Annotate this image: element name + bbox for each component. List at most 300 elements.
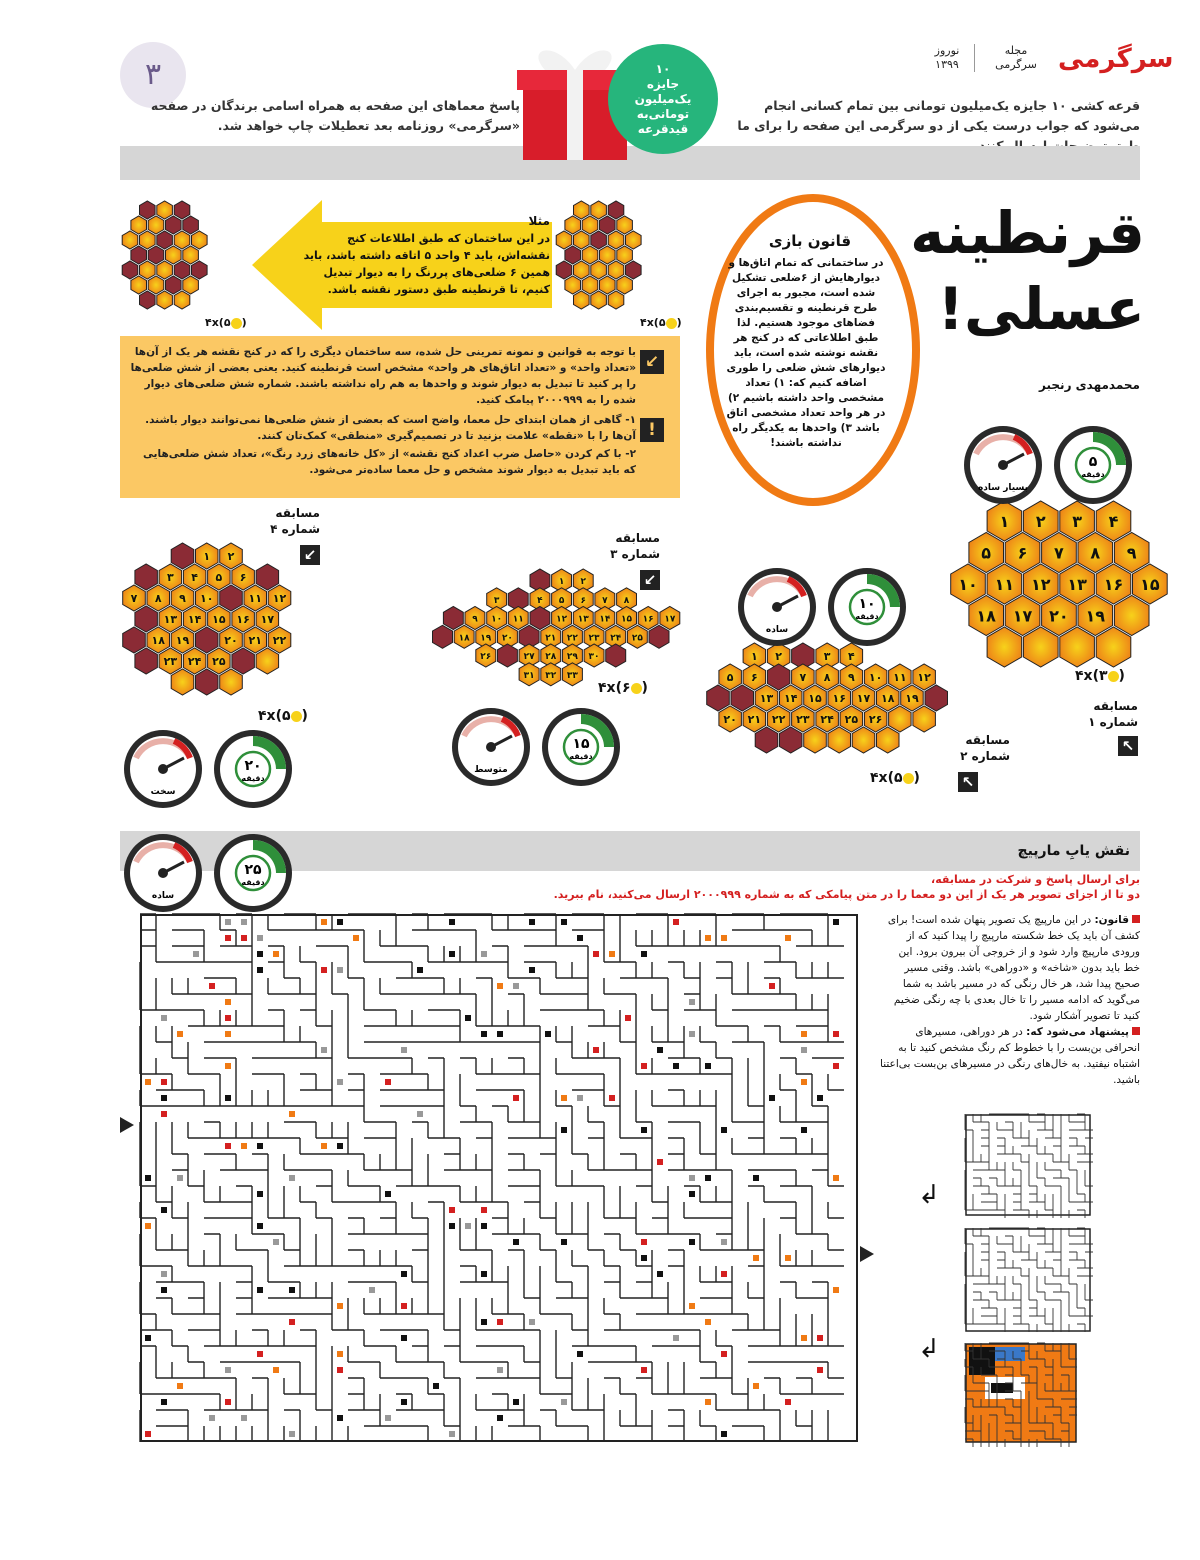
maze-dot — [657, 1047, 663, 1053]
maze-dot — [481, 1223, 487, 1229]
hex-number: ۳۳ — [566, 670, 578, 681]
maze-dot — [257, 951, 263, 957]
wall-hex — [767, 664, 790, 690]
hex-number: ۸ — [823, 670, 831, 684]
room-hex — [174, 291, 190, 309]
difficulty-gauge-1 — [962, 424, 1044, 506]
timer-unit: دقیقه — [241, 774, 265, 783]
hex-number: ۲۶ — [868, 712, 883, 726]
hex-number: ۵ — [558, 595, 565, 606]
example-text — [300, 213, 550, 298]
room-hex — [1023, 627, 1058, 667]
room-hex — [608, 231, 624, 249]
hex-number: ۹ — [472, 614, 478, 625]
room-hex — [148, 276, 164, 294]
maze-dot — [289, 1175, 295, 1181]
maze-dot — [481, 1031, 487, 1037]
maze-dot — [385, 1191, 391, 1197]
formula-3: ۴x(۶ ) — [598, 680, 648, 696]
wall-hex — [148, 246, 164, 264]
hex-number: ۲۰ — [1049, 606, 1069, 626]
room-hex — [913, 706, 936, 732]
board-4 — [118, 540, 318, 730]
room-hex — [626, 231, 642, 249]
hex-number: ۸ — [623, 595, 630, 606]
wall-hex — [256, 564, 279, 590]
wall-hex — [140, 201, 156, 219]
maze-dot — [657, 1159, 663, 1165]
maze-example-1 — [965, 1114, 1091, 1216]
hex-number: ۱۱ — [893, 670, 907, 684]
room-hex — [140, 261, 156, 279]
board-1 — [945, 498, 1160, 693]
hex-number: ۱۱ — [994, 574, 1015, 594]
maze — [140, 914, 858, 1442]
wall-hex — [196, 627, 219, 653]
hex-number: ۹ — [1126, 543, 1137, 563]
hex-number: ۴ — [848, 649, 855, 663]
hex-number: ۱۰ — [868, 670, 883, 684]
arrow-icon: ↖ — [958, 772, 978, 792]
room-hex — [131, 276, 147, 294]
maze-dot — [337, 967, 343, 973]
maze-dot — [753, 1175, 759, 1181]
maze-dot — [289, 1111, 295, 1117]
difficulty-label: بسیار ساده — [977, 483, 1029, 493]
timer-gauge-2 — [826, 566, 908, 648]
maze-dot — [193, 951, 199, 957]
room-hex — [183, 246, 199, 264]
room-hex — [148, 216, 164, 234]
room-hex — [852, 727, 875, 753]
hex-number: ۸ — [1090, 543, 1101, 563]
bullet-icon — [1132, 1027, 1140, 1035]
maze-dot — [401, 1271, 407, 1277]
maze-dot — [673, 919, 679, 925]
room-hex — [556, 231, 572, 249]
maze-dot — [449, 1207, 455, 1213]
maze-dot — [465, 1223, 471, 1229]
room-hex — [574, 201, 590, 219]
difficulty-gauge-3 — [450, 706, 532, 788]
hex-number: ۱۴ — [784, 691, 798, 705]
hex-number: ۲ — [1035, 511, 1046, 531]
competition-1-label: مسابقه شماره ۱ — [1088, 699, 1138, 729]
hex-number: ۱ — [558, 577, 565, 587]
maze-dot — [337, 1415, 343, 1421]
room-hex — [617, 276, 633, 294]
maze-dot — [593, 1047, 599, 1053]
maze-dot — [273, 1239, 279, 1245]
hex-number: ۱۶ — [642, 614, 654, 625]
hex-number: ۱۹ — [905, 691, 919, 705]
room-hex — [617, 246, 633, 264]
hex-number: ۲۴ — [187, 654, 202, 668]
example-title: مثلا — [528, 214, 550, 228]
hex-number: ۲۰ — [501, 633, 513, 644]
maze-dot — [833, 1175, 839, 1181]
room-hex — [828, 727, 851, 753]
timer-gauge-maze — [212, 832, 294, 914]
hex-number: ۲۱ — [747, 712, 762, 726]
maze-dot — [449, 951, 455, 957]
room-hex — [608, 291, 624, 309]
maze-tip: در هر دوراهی، مسیرهای انحرافی بن‌بست را با خطوط کم رنگ مشخص کنید تا به اشتباه نیفتید. به خال‌های رنگی در مسیرهای بن‌بست بی‌اعتنا باشید. — [880, 1026, 1140, 1086]
hex-number: ۲۳ — [588, 633, 600, 644]
hex-number: ۹ — [179, 591, 186, 605]
hex-number: ۵ — [215, 570, 223, 584]
maze-dot — [289, 1319, 295, 1325]
wall-hex — [600, 216, 616, 234]
maze-dot — [705, 1399, 711, 1405]
room-hex — [565, 276, 581, 294]
maze-dot — [385, 1079, 391, 1085]
difficulty-label: سخت — [150, 787, 176, 797]
room-hex — [220, 669, 243, 695]
room-hex — [1096, 627, 1131, 667]
wall-hex — [707, 685, 730, 711]
wall-hex — [220, 585, 243, 611]
maze-dot — [209, 1415, 215, 1421]
maze-dot — [705, 935, 711, 941]
maze-dot — [385, 1415, 391, 1421]
maze-dot — [625, 1015, 631, 1021]
maze-dot — [561, 919, 567, 925]
hex-number: ۶ — [1017, 543, 1028, 563]
wall-hex — [157, 231, 173, 249]
maze-subtitle-1: برای ارسال پاسخ و شرکت در مسابقه، — [931, 873, 1140, 886]
hex-number: ۳۱ — [523, 670, 535, 681]
maze-dot — [497, 1415, 503, 1421]
maze-dot — [417, 1111, 423, 1117]
hex-number: ۱۶ — [832, 691, 846, 705]
room-hex — [574, 231, 590, 249]
maze-dot — [337, 1367, 343, 1373]
hex-number: ۴ — [1108, 511, 1119, 531]
hex-number: ۱۷ — [664, 614, 676, 625]
maze-dot — [177, 1383, 183, 1389]
room-hex — [877, 727, 900, 753]
room-hex — [600, 246, 616, 264]
maze-dot — [337, 1303, 343, 1309]
hex-number: ۵ — [981, 543, 992, 563]
hex-number: ۳ — [167, 570, 174, 584]
wall-hex — [192, 261, 208, 279]
maze-dot — [417, 967, 423, 973]
maze-dot — [641, 951, 647, 957]
maze-dot — [225, 999, 231, 1005]
maze-dot — [241, 1415, 247, 1421]
maze-dot — [225, 1063, 231, 1069]
room-hex — [192, 231, 208, 249]
hex-number: ۷ — [130, 591, 138, 605]
maze-dot — [177, 1031, 183, 1037]
wall-hex — [925, 685, 948, 711]
maze-dot — [145, 1223, 151, 1229]
maze-dot — [673, 1063, 679, 1069]
hex-number: ۲۲ — [272, 633, 287, 647]
competition-2-label: مسابقه شماره ۲ — [960, 733, 1010, 763]
hex-number: ۱۸ — [458, 633, 470, 644]
maze-dot — [609, 951, 615, 957]
maze-rule-label: قانون: — [1094, 914, 1129, 926]
curved-arrow-icon: ↲ — [918, 1334, 940, 1364]
timer-gauge-3 — [540, 706, 622, 788]
wall-hex — [556, 261, 572, 279]
hex-number: ۴ — [191, 570, 198, 584]
wall-hex — [123, 627, 146, 653]
hex-number: ۲۱ — [545, 633, 557, 644]
wall-hex — [174, 261, 190, 279]
hex-number: ۴ — [537, 595, 543, 606]
hex-number: ۲۲ — [771, 712, 786, 726]
maze-dot — [321, 967, 327, 973]
wall-hex — [166, 216, 182, 234]
hex-number: ۱ — [999, 511, 1010, 531]
hex-number: ۱۵ — [1140, 574, 1160, 594]
maze-entry-arrow — [120, 1117, 134, 1133]
maze-dot — [497, 983, 503, 989]
maze-dot — [449, 1431, 455, 1437]
room-hex — [1114, 596, 1149, 636]
wall-hex — [606, 644, 626, 667]
room-hex — [174, 231, 190, 249]
maze-dot — [289, 1287, 295, 1293]
maze-dot — [337, 919, 343, 925]
wall-hex — [174, 201, 190, 219]
formula-2: ۴x(۵ ) — [870, 770, 920, 786]
room-hex — [565, 216, 581, 234]
maze-dot — [753, 1255, 759, 1261]
wall-hex — [498, 644, 518, 667]
hex-number: ۳ — [823, 649, 831, 663]
wall-hex — [183, 216, 199, 234]
puzzle-title: قرنطینه عسلی! — [910, 199, 1145, 343]
maze-dot — [481, 1271, 487, 1277]
hex-number: ۲۰ — [224, 633, 238, 647]
maze-dot — [785, 1255, 791, 1261]
wall-hex — [565, 246, 581, 264]
timer-gauge-1 — [1052, 424, 1134, 506]
maze-dot — [577, 1351, 583, 1357]
maze-dot — [161, 1095, 167, 1101]
instructions-main: با توجه به قوانین و نمونه تمرینی حل شده، سه ساختمان دیگری را که در کنج نقشه هر یک از آن‌ها «تعداد واحد» و «تعداد اتاق‌های هر واحد» مشخص است قرنطینه کنید. یعنی بعضی از شش ضلعی‌ها را پر کنید تا تبدیل به دیوار شوند و واحدها به هم راه نداشته باشند. شماره شش ضلعی‌های دیوار شده را به ۲۰۰۰۹۹۹ پیامک کنید. — [130, 346, 636, 406]
maze-dot — [801, 1335, 807, 1341]
formula-1: ۴x(۳ ) — [1075, 668, 1125, 684]
hex-number: ۲۳ — [796, 712, 810, 726]
hex-number: ۲۵ — [212, 654, 226, 668]
timer-unit: دقیقه — [855, 612, 879, 621]
maze-dot — [689, 1239, 695, 1245]
maze-dot — [353, 935, 359, 941]
hex-number: ۱۹ — [480, 633, 492, 644]
maze-dot — [257, 935, 263, 941]
hex-number: ۱۹ — [175, 633, 190, 647]
hex-number: ۱۱ — [248, 591, 262, 605]
room-hex — [183, 276, 199, 294]
hex-number: ۲۶ — [480, 652, 492, 662]
hex-number: ۲۷ — [523, 652, 535, 662]
maze-dot — [225, 1031, 231, 1037]
maze-dot — [177, 1175, 183, 1181]
room-hex — [1060, 627, 1095, 667]
hex-number: ۸ — [154, 591, 162, 605]
arrow-icon: ↖ — [1118, 736, 1138, 756]
maze-dot — [561, 1095, 567, 1101]
maze-dot — [433, 1383, 439, 1389]
maze-dot — [529, 967, 535, 973]
hex-number: ۱۵ — [621, 614, 633, 625]
hex-number: ۱۳ — [759, 691, 774, 705]
hex-number: ۷ — [602, 595, 608, 606]
timer-unit: دقیقه — [241, 878, 265, 887]
maze-dot — [257, 1143, 263, 1149]
room-hex — [140, 231, 156, 249]
maze-dot — [145, 1431, 151, 1437]
competition-3-label: مسابقه شماره ۳ — [610, 531, 660, 561]
hex-number: ۱۶ — [1103, 574, 1124, 594]
maze-dot — [257, 1223, 263, 1229]
wall-hex — [608, 201, 624, 219]
maze-dot — [705, 1175, 711, 1181]
wall-hex — [649, 625, 669, 648]
maze-dot — [161, 1207, 167, 1213]
timer-unit: دقیقه — [1081, 470, 1105, 479]
maze-dot — [225, 1399, 231, 1405]
maze-dot — [689, 1175, 695, 1181]
hex-number: ۱۰ — [200, 591, 214, 605]
difficulty-label: متوسط — [474, 765, 508, 775]
maze-dot — [833, 919, 839, 925]
maze-dot — [689, 1191, 695, 1197]
example-board-unsolved — [552, 198, 682, 328]
hex-number: ۳۲ — [545, 670, 557, 681]
answers-note: پاسخ معماهای این صفحه به همراه اسامی برندگان در صفحه «سرگرمی» روزنامه بعد تعطیلات چاپ خواهد شد. — [150, 98, 520, 133]
hex-number: ۳ — [1072, 511, 1083, 531]
hex-number: ۷ — [799, 670, 807, 684]
maze-rules — [880, 912, 1140, 1088]
maze-dot — [833, 1287, 839, 1293]
maze-dot — [753, 1383, 759, 1389]
hex-number: ۲ — [775, 649, 782, 663]
wall-hex — [626, 261, 642, 279]
room-hex — [157, 201, 173, 219]
room-hex — [574, 291, 590, 309]
wall-hex — [591, 231, 607, 249]
hex-number: ۱۷ — [1012, 606, 1033, 626]
room-hex — [256, 648, 279, 674]
difficulty-gauge-4 — [122, 728, 204, 810]
maze-dot — [689, 1303, 695, 1309]
hex-number: ۲۲ — [566, 633, 578, 644]
hex-number: ۲۹ — [566, 652, 578, 662]
maze-dot — [161, 1287, 167, 1293]
author-name: محمدمهدی رنجبر — [1039, 378, 1140, 392]
wall-hex — [166, 276, 182, 294]
maze-dot — [401, 1399, 407, 1405]
hex-number: ۶ — [239, 570, 247, 584]
maze-dot — [577, 935, 583, 941]
hex-number: ۲۴ — [820, 712, 834, 726]
hex-number: ۲ — [227, 549, 235, 563]
timer-minutes: ۱۵ — [572, 736, 590, 752]
maze-dot — [225, 1095, 231, 1101]
maze-dot — [497, 1031, 503, 1037]
difficulty-gauge-2 — [736, 566, 818, 648]
difficulty-label: ساده — [765, 625, 789, 635]
hex-number: ۱۷ — [260, 612, 275, 626]
timer-gauge-4 — [212, 728, 294, 810]
arrow-icon: ↙ — [640, 350, 664, 374]
hex-number: ۱۲ — [556, 614, 568, 625]
maze-example-2 — [965, 1228, 1091, 1332]
hex-number: ۱۸ — [151, 633, 165, 647]
maze-exit-arrow — [860, 1246, 874, 1262]
hex-number: ۲۸ — [545, 652, 557, 662]
maze-dot — [721, 1271, 727, 1277]
arrow-icon: ↙ — [640, 570, 660, 590]
hex-number: ۲ — [580, 577, 586, 587]
maze-dot — [705, 1319, 711, 1325]
maze-dot — [817, 1095, 823, 1101]
issue-label: نوروز ۱۳۹۹ — [920, 44, 975, 72]
hex-number: ۲۳ — [163, 654, 178, 668]
room-hex — [617, 216, 633, 234]
maze-example-3 — [965, 1343, 1077, 1443]
maze-dot — [161, 1015, 167, 1021]
room-hex — [574, 261, 590, 279]
page-number: ۳ — [120, 42, 186, 108]
room-hex — [804, 727, 827, 753]
maze-dot — [241, 935, 247, 941]
maze-dot — [641, 1127, 647, 1133]
maze-dot — [257, 967, 263, 973]
wall-hex — [140, 291, 156, 309]
room-hex — [889, 706, 912, 732]
maze-dot — [145, 1079, 151, 1085]
hex-number: ۱۸ — [976, 606, 996, 626]
hex-number: ۱۴ — [599, 614, 611, 625]
maze-dot — [241, 1143, 247, 1149]
maze-dot — [545, 1031, 551, 1037]
room-hex — [608, 261, 624, 279]
maze-dot — [481, 1207, 487, 1213]
hex-number: ۱ — [203, 549, 211, 563]
maze-dot — [257, 1287, 263, 1293]
wall-hex — [135, 648, 158, 674]
maze-rule: در این مارپیچ یک تصویر پنهان شده است! برای کشف آن باید یک خط شکسته مارپیچ را پیدا کنید که از ورودی مارپیچ وارد شود و از خروجی آن بیرون برود. این خط باید بدون «شاخه» و «دوراهی» باشد. وقتی مسیر صحیح پیدا شد، هر خال رنگی که در مسیر باشد به شما می‌گوید که ادامه مسیر را تا خال بعدی با چه رنگی ضخیم کنید تا تصویر آشکار شود. — [887, 914, 1140, 1022]
maze-dot — [513, 1095, 519, 1101]
curved-arrow-icon: ↲ — [918, 1180, 940, 1210]
maze-dot — [657, 1271, 663, 1277]
timer-minutes: ۵ — [1088, 454, 1098, 470]
maze-dot — [321, 919, 327, 925]
maze-dot — [689, 1031, 695, 1037]
hex-number: ۶ — [751, 670, 758, 684]
rule-title: قانون بازی — [768, 232, 852, 250]
hex-number: ۲۵ — [844, 712, 859, 726]
maze-dot — [257, 1351, 263, 1357]
maze-dot — [225, 1015, 231, 1021]
hex-number: ۱۶ — [236, 612, 250, 626]
maze-dot — [481, 1319, 487, 1325]
wall-hex — [232, 648, 255, 674]
maze-dot — [449, 1223, 455, 1229]
maze-dot — [561, 1399, 567, 1405]
maze-subtitle-2: دو تا از اجزای تصویر هر یک از این دو معما را در متن پیامکی که به شماره ۲۰۰۰۹۹۹ ارسال می‌کنید، نام ببرید. — [553, 888, 1140, 901]
prize-badge: ۱۰ جایزه یک‌میلیون تومانی‌به قید‌قرعه — [608, 44, 718, 154]
hex-number: ۱۲ — [272, 591, 287, 605]
